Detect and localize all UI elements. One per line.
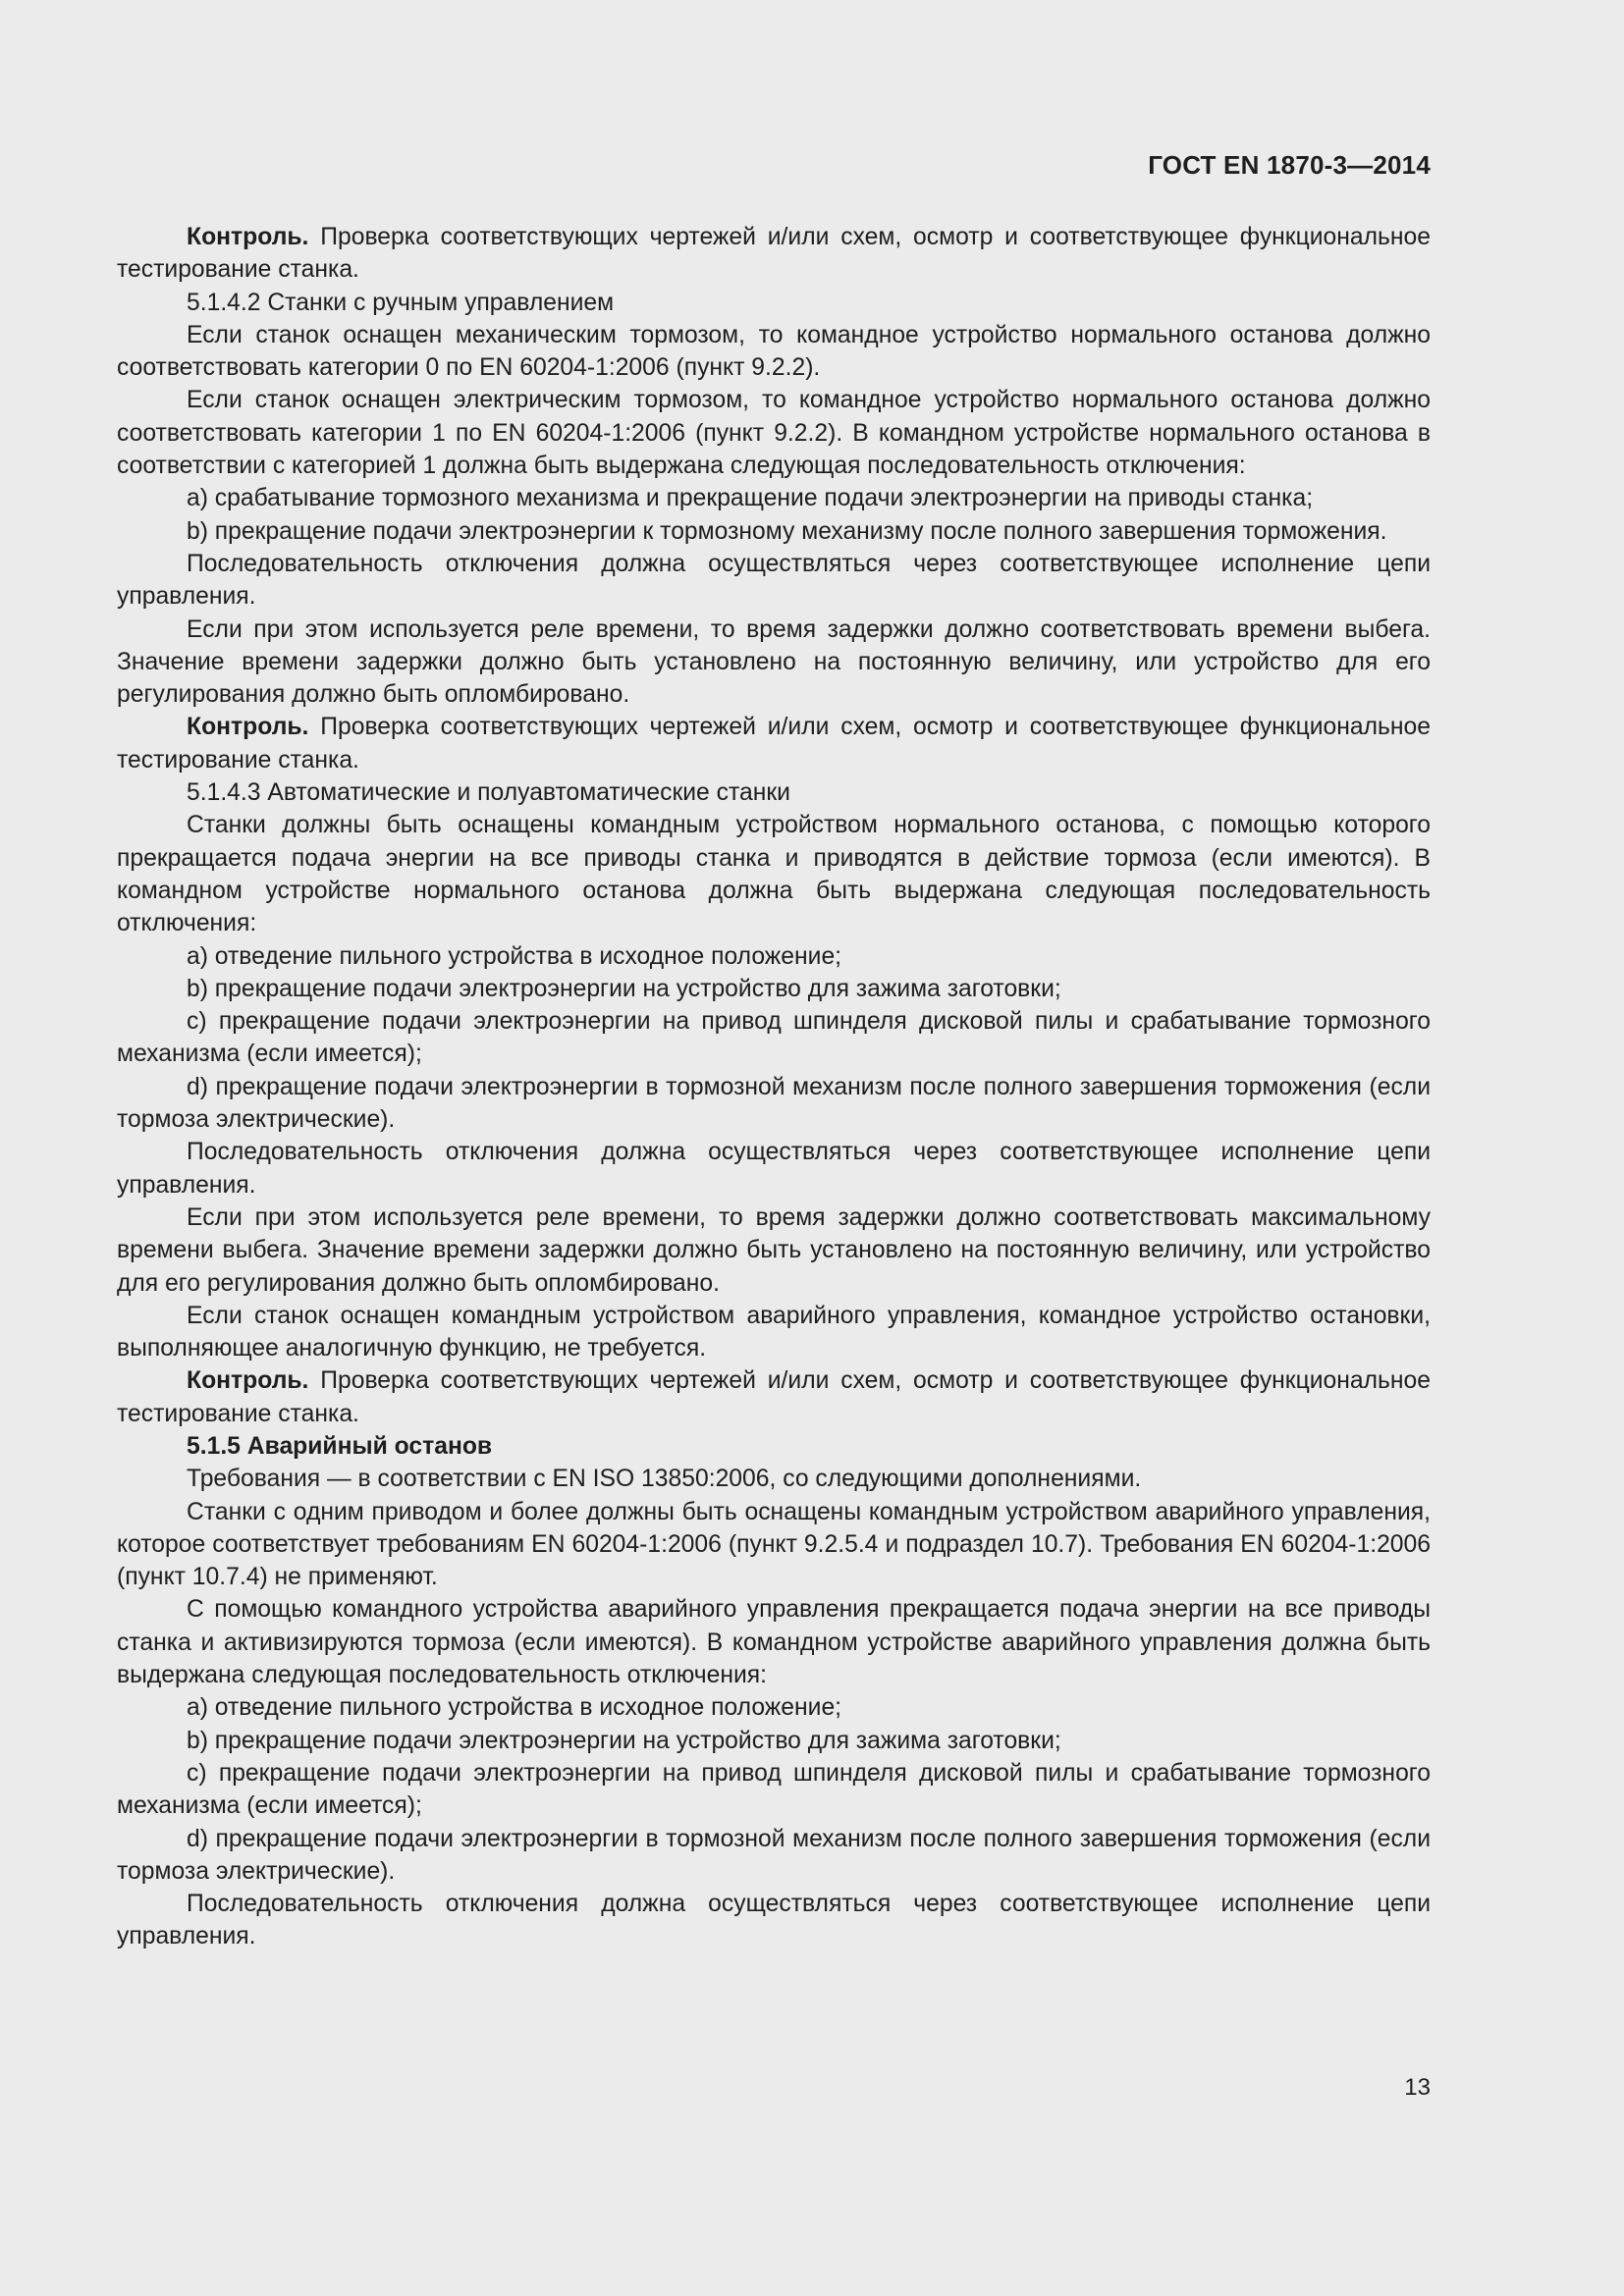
list-item: b) прекращение подачи электроэнергии на устройство для зажима заготовки; xyxy=(187,975,1061,1002)
body-paragraph: Если станок оснащен механическим тормозом, то командное устройство нормального останова должно соответствовать категории 0 по EN 60204-1:2006 (пункт 9.2.2). xyxy=(117,321,1431,382)
page-header-standard-code: ГОСТ EN 1870-3—2014 xyxy=(1148,150,1431,180)
body-paragraph: Станки с одним приводом и более должны быть оснащены командным устройством аварийного управления, которое соответствует требованиям EN 60204-1:2006 (пункт 9.2.5.4 и подраздел 10.7). Требования EN 60204-1:2006 (пункт 10.7.4) не применяют. xyxy=(117,1498,1431,1591)
section-heading-5-1-4-3: 5.1.4.3 Автоматические и полуавтоматические станки xyxy=(187,779,790,807)
body-paragraph: Последовательность отключения должна осуществляться через соответствующее исполнение цепи управления. xyxy=(117,1139,1431,1199)
control-text: Проверка соответствующих чертежей и/или схем, осмотр и соответствующее функциональное тестирование станка. xyxy=(117,1367,1431,1427)
list-item: d) прекращение подачи электроэнергии в тормозной механизм после полного завершения торможения (если тормоза электрические). xyxy=(117,1073,1431,1134)
control-label: Контроль. xyxy=(187,224,309,250)
control-text: Проверка соответствующих чертежей и/или схем, осмотр и соответствующее функциональное тестирование станка. xyxy=(117,714,1431,774)
body-paragraph: Если при этом используется реле времени, то время задержки должно соответствовать максимальному времени выбега. Значение времени задержки должно быть установлено на постоянную величину, или устройство для его регулирования должно быть опломбировано. xyxy=(117,1203,1431,1297)
list-item: a) отведение пильного устройства в исходное положение; xyxy=(187,942,842,970)
control-paragraph xyxy=(117,1364,1431,1430)
list-item: d) прекращение подачи электроэнергии в тормозной механизм после полного завершения торможения (если тормоза электрические). xyxy=(117,1825,1431,1885)
section-heading-5-1-5 xyxy=(117,1430,1431,1463)
control-paragraph xyxy=(117,711,1431,776)
body-paragraph: С помощью командного устройства аварийного управления прекращается подача энергии на все приводы станка и активизируются тормоза (если имеются). В командном устройстве аварийного управления должна быть выдержана следующая последовательность отключения: xyxy=(117,1596,1431,1689)
body-paragraph: Последовательность отключения должна осуществляться через соответствующее исполнение цепи управления. xyxy=(117,550,1431,611)
control-label: Контроль. xyxy=(187,1367,309,1395)
list-item: b) прекращение подачи электроэнергии на устройство для зажима заготовки; xyxy=(187,1727,1061,1754)
body-paragraph: Если станок оснащен электрическим тормозом, то командное устройство нормального останова должно соответствовать категории 1 по EN 60204-1:2006 (пункт 9.2.2). В командном устройстве нормального останова в соответствии с категорией 1 должна быть выдержана следующая последовательность отключения: xyxy=(117,387,1431,480)
document-body xyxy=(117,221,1431,1953)
body-paragraph: Если при этом используется реле времени, то время задержки должно соответствовать времени выбега. Значение времени задержки должно быть установлено на постоянную величину, или устройство для его регулирования должно быть опломбировано. xyxy=(117,615,1431,709)
section-heading-text: 5.1.5 Аварийный останов xyxy=(187,1432,493,1460)
body-paragraph: Требования — в соответствии с EN ISO 13850:2006, со следующими дополнениями. xyxy=(187,1466,1142,1493)
body-paragraph: Последовательность отключения должна осуществляться через соответствующее исполнение цепи управления. xyxy=(117,1891,1431,1950)
list-item: b) прекращение подачи электроэнергии к тормозному механизму после полного завершения торможения. xyxy=(187,517,1387,545)
list-item: a) срабатывание тормозного механизма и прекращение подачи электроэнергии на приводы станка; xyxy=(187,485,1314,512)
body-paragraph: Станки должны быть оснащены командным устройством нормального останова, с помощью которого прекращается подача энергии на все приводы станка и приводятся в действие тормоза (если имеются). В командном устройстве нормального останова должна быть выдержана следующая последовательность отключения: xyxy=(117,812,1431,937)
body-paragraph: Если станок оснащен командным устройством аварийного управления, командное устройство остановки, выполняющее аналогичную функцию, не требуется. xyxy=(117,1302,1431,1362)
page-number: 13 xyxy=(1404,2074,1431,2101)
control-label: Контроль. xyxy=(187,714,309,741)
control-paragraph xyxy=(117,221,1431,287)
list-item: c) прекращение подачи электроэнергии на привод шпинделя дисковой пилы и срабатывание тормозного механизма (если имеется); xyxy=(117,1759,1431,1820)
control-text: Проверка соответствующих чертежей и/или схем, осмотр и соответствующее функциональное тестирование станка. xyxy=(117,224,1431,284)
list-item: c) прекращение подачи электроэнергии на привод шпинделя дисковой пилы и срабатывание тормозного механизма (если имеется); xyxy=(117,1008,1431,1068)
section-heading-5-1-4-2: 5.1.4.2 Станки с ручным управлением xyxy=(187,289,615,316)
list-item: a) отведение пильного устройства в исходное положение; xyxy=(187,1694,842,1722)
